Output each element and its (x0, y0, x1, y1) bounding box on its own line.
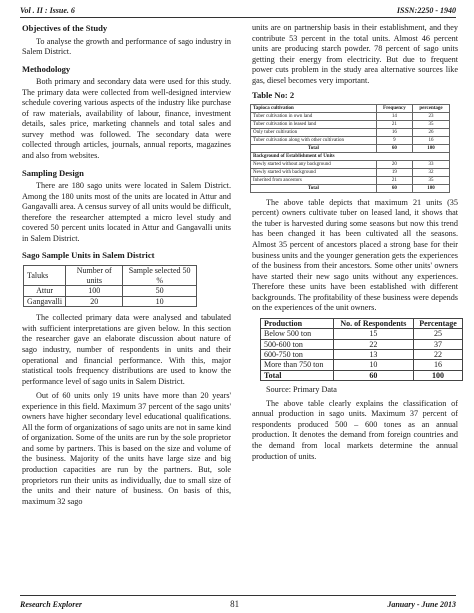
table-total-row (261, 370, 463, 380)
cell: Newly started with background (251, 168, 377, 176)
col-taluks: Taluks (24, 265, 66, 285)
cell: 33 (413, 160, 450, 168)
cell: 14 (376, 112, 412, 120)
table-row (24, 286, 197, 297)
cell: Attur (24, 286, 66, 297)
para-continued: units are on partnership basis in their establishment, and they contribute 53 percent in the total units. Almost 46 percent units are producing starch powder. 78 percent of sago units getting their energy from electricity. But due to frequent power cuts problem in the study area alternative sources like gas, diesel becomes very important. (252, 23, 458, 85)
cell: 13 (333, 350, 413, 360)
cell: Gangavalli (24, 296, 66, 307)
table-row (24, 296, 197, 307)
table-subheader-row (251, 152, 450, 160)
heading-methodology: Methodology (22, 63, 71, 74)
col-tapioca-cultivation: Tapioca cultivation (251, 104, 377, 112)
header-rule (20, 17, 456, 18)
cell: 100 (413, 144, 450, 152)
cell: 60 (333, 370, 413, 380)
cell: 10 (333, 360, 413, 370)
para-objectives: To analyse the growth and performance of sago industry in Salem District. (22, 36, 231, 57)
table-total-row (251, 184, 450, 192)
table-row (251, 112, 450, 120)
col-percentage: percentage (413, 104, 450, 112)
cell: Newly started without any background (251, 160, 377, 168)
cell: 15 (333, 329, 413, 339)
para-clearly-explains: The above table clearly explains the classification of annual production in sago units. Maximum 37 percent of respondents produced 500 – 600 tones as an annual production. It denotes the demand from foreign countries and the demand from local markets determine the annual production of units. (252, 398, 458, 461)
col-production: Production (261, 318, 334, 328)
cell: 10 (123, 296, 197, 307)
table-row (251, 120, 450, 128)
cell: 100 (66, 286, 123, 297)
table-row (251, 160, 450, 168)
para-out-of-60: Out of 60 units only 19 units have more than 20 years' experience in this field. Maximum 37 percent of the sago units' owners have higher secondary level educational qualifications. All the form of organizations of sago units are not in same kind of organization. Some of the units are run by the sole proprietor and some by partners. This is based on the size and volume of the business. Majority of the units have large size and big production capacities are run by the partners. But, sole proprietors run their units as individually, due to small size of the units and their nature of business. On basis of this, maximum 32 sago (22, 391, 231, 506)
heading-objectives: Objectives of the Study (22, 23, 108, 33)
cell: 23 (413, 112, 450, 120)
cell: 37 (414, 339, 463, 349)
cell: 22 (414, 350, 463, 360)
cell: 50 (123, 286, 197, 297)
table-row (261, 329, 463, 339)
cell: Tuber cultivation in own land (251, 112, 377, 120)
cell: 100 (414, 370, 463, 380)
col-respondents: No. of Respondents (333, 318, 413, 328)
table-row (251, 168, 450, 176)
cell: Total (261, 370, 334, 380)
footer-rule (20, 595, 456, 596)
page-number: 81 (230, 599, 240, 609)
col-number-of-units: Number of units (66, 265, 123, 285)
col-percentage: Percentage (414, 318, 463, 328)
cell: Tuber cultivation along with other cultivation (251, 136, 377, 144)
cell: Total (251, 184, 377, 192)
col-sample-selected: Sample selected 50 % (123, 265, 197, 285)
table-header-row (251, 104, 450, 112)
cell: 20 (376, 160, 412, 168)
cell: 22 (333, 339, 413, 349)
cell: 16 (414, 360, 463, 370)
cell: 21 (376, 176, 412, 184)
issue-date: January - June 2013 (387, 599, 456, 609)
production-table (260, 318, 463, 381)
right-column (252, 23, 458, 462)
cell: More than 750 ton (261, 360, 334, 370)
para-methodology: Both primary and secondary data were used for this study. The primary data were collected from well-designed interview schedule covering various aspects of the industry like purchase of raw materials, availability of labour, finance, investment details, sales price, marketing channels and total sales and survey method was followed. The secondary data were collected through articles, journals, annual reports, magazines and also from websites. (22, 77, 231, 161)
para-collected-data: The collected primary data were analysed and tabulated with sufficient interpretations are given below. In this section the researcher gave an elaborate discussion about nature of sago industry, number of respondents in units and their operational and financial performance. With this, major statistical tools frequency distributions are used to know the performance level of sago units in Salem District. (22, 313, 231, 386)
cell: 26 (413, 128, 450, 136)
source-note: Source: Primary Data (266, 385, 337, 395)
col-background-establishment: Background of Establishment of Units (251, 152, 450, 160)
journal-name: Research Explorer (20, 599, 82, 609)
table-row (261, 360, 463, 370)
left-column (22, 23, 231, 507)
table-header-row (261, 318, 463, 328)
col-frequency: Frequency (376, 104, 412, 112)
cell: 35 (413, 120, 450, 128)
journal-volume: Vol . II : Issue. 6 (20, 5, 75, 15)
cell: Only tuber cultivation (251, 128, 377, 136)
cell: Below 500 ton (261, 329, 334, 339)
cell: 32 (413, 168, 450, 176)
heading-sampling: Sampling Design (22, 167, 84, 178)
cell: 16 (413, 136, 450, 144)
cell: 21 (376, 120, 412, 128)
heading-table-2: Table No: 2 (252, 90, 295, 101)
cell: 9 (376, 136, 412, 144)
table-header-row (24, 265, 197, 285)
cell: 16 (376, 128, 412, 136)
sample-units-table (23, 265, 197, 307)
cell: 100 (413, 184, 450, 192)
issn: ISSN:2250 - 1940 (396, 5, 456, 15)
cell: Inherited from ancestors (251, 176, 377, 184)
page-footer (20, 598, 456, 610)
cell: 20 (66, 296, 123, 307)
para-sampling: There are 180 sago units were located in Salem District. Among the 180 units most of the units are located in Attur and Gangavalli area. A census survey of all units would be difficult, therefore the researcher attempted a micro level study and covered 50 percent units located in Attur and Gangavalli units in Salem District. (22, 181, 231, 243)
table-row (251, 176, 450, 184)
table-row (261, 350, 463, 360)
table-total-row (251, 144, 450, 152)
table-row (251, 136, 450, 144)
page-header (20, 4, 456, 16)
cell: 60 (376, 184, 412, 192)
heading-sample-units: Sago Sample Units in Salem District (22, 250, 155, 261)
cell: 600-750 ton (261, 350, 334, 360)
table-row (261, 339, 463, 349)
cell: 500-600 ton (261, 339, 334, 349)
cell: Total (251, 144, 377, 152)
cell: Tuber cultivation in leased land (251, 120, 377, 128)
cell: 25 (414, 329, 463, 339)
table-row (251, 128, 450, 136)
cell: 35 (413, 176, 450, 184)
cell: 19 (376, 168, 412, 176)
table-2 (250, 104, 450, 193)
para-above-table: The above table depicts that maximum 21 units (35 percent) owners cultivate tuber on leased land, it shows that the tuber is harvested during some seasons but now this trend has been changed it has been cultivated all the seasons. Almost 35 percent of ancestors placed a strong base for their business units and the younger generation gets the experiences of the business from their ancestors. Some other units' owners have started their new sago units without any experiences. Therefore these units have been established with different backgrounds. The profitability of these business were depends on the experiences of the unit owners. (252, 197, 458, 313)
cell: 60 (376, 144, 412, 152)
